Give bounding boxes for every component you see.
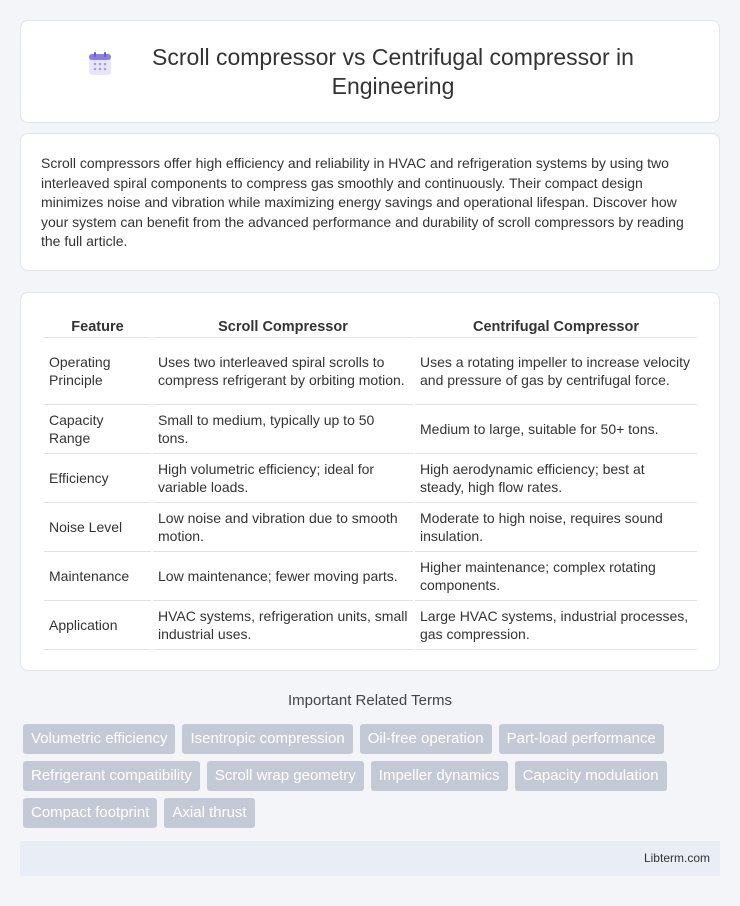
centrifugal-cell: Medium to large, suitable for 50+ tons. (415, 405, 697, 454)
related-term-tag[interactable]: Capacity modulation (515, 761, 667, 791)
feature-cell: Capacity Range (44, 405, 151, 454)
table-header-row (44, 313, 697, 338)
related-term-tag[interactable]: Impeller dynamics (371, 761, 508, 791)
intro-card (20, 133, 720, 271)
feature-cell: Noise Level (44, 503, 151, 552)
comparison-card (20, 292, 720, 671)
related-terms-list (23, 724, 723, 835)
title-card (20, 20, 720, 123)
table-row (44, 454, 697, 503)
table-row (44, 405, 697, 454)
calendar-icon (87, 51, 113, 77)
intro-paragraph: Scroll compressors offer high efficiency and reliability in HVAC and refrigeration systems by using two interleaved spiral components to compress gas smoothly and continuously. Their compact design minimizes noise and vibration while maximizing energy savings and operational lifespan. Discover how your system can benefit from the advanced performance and durability of scroll compressors by reading the full article. (41, 155, 684, 250)
related-term-tag[interactable]: Refrigerant compatibility (23, 761, 200, 791)
header-feature: Feature (44, 313, 151, 338)
related-term-tag[interactable]: Scroll wrap geometry (207, 761, 364, 791)
page-title: Scroll compressor vs Centrifugal compressor in Engineering (152, 43, 634, 99)
centrifugal-cell: Large HVAC systems, industrial processes, gas compression. (415, 601, 697, 650)
table-row (44, 338, 697, 405)
scroll-cell: High volumetric efficiency; ideal for variable loads. (153, 454, 413, 503)
scroll-cell: Low maintenance; fewer moving parts. (153, 552, 413, 601)
feature-cell: Maintenance (44, 552, 151, 601)
table-row (44, 601, 697, 650)
scroll-cell: Uses two interleaved spiral scrolls to compress refrigerant by orbiting motion. (153, 338, 413, 405)
related-term-tag[interactable]: Part-load performance (499, 724, 664, 754)
title-wrap (87, 43, 653, 101)
scroll-cell: HVAC systems, refrigeration units, small industrial uses. (153, 601, 413, 650)
table-row (44, 503, 697, 552)
related-term-tag[interactable]: Compact footprint (23, 798, 157, 828)
related-term-tag[interactable]: Volumetric efficiency (23, 724, 175, 754)
header-centrifugal: Centrifugal Compressor (415, 313, 697, 338)
centrifugal-cell: Higher maintenance; complex rotating components. (415, 552, 697, 601)
centrifugal-cell: Uses a rotating impeller to increase velocity and pressure of gas by centrifugal force. (415, 338, 697, 405)
header-scroll: Scroll Compressor (153, 313, 413, 338)
feature-cell: Operating Principle (44, 338, 151, 405)
scroll-cell: Small to medium, typically up to 50 tons. (153, 405, 413, 454)
footer-site-link[interactable]: Libterm.com (643, 851, 710, 865)
related-term-tag[interactable]: Oil-free operation (360, 724, 492, 754)
comparison-table (42, 313, 699, 650)
centrifugal-cell: High aerodynamic efficiency; best at steady, high flow rates. (415, 454, 697, 503)
footer (20, 841, 720, 876)
related-term-tag[interactable]: Axial thrust (164, 798, 254, 828)
related-term-tag[interactable]: Isentropic compression (182, 724, 352, 754)
feature-cell: Efficiency (44, 454, 151, 503)
table-row (44, 552, 697, 601)
related-terms-heading: Important Related Terms (288, 692, 452, 709)
centrifugal-cell: Moderate to high noise, requires sound insulation. (415, 503, 697, 552)
feature-cell: Application (44, 601, 151, 650)
scroll-cell: Low noise and vibration due to smooth motion. (153, 503, 413, 552)
